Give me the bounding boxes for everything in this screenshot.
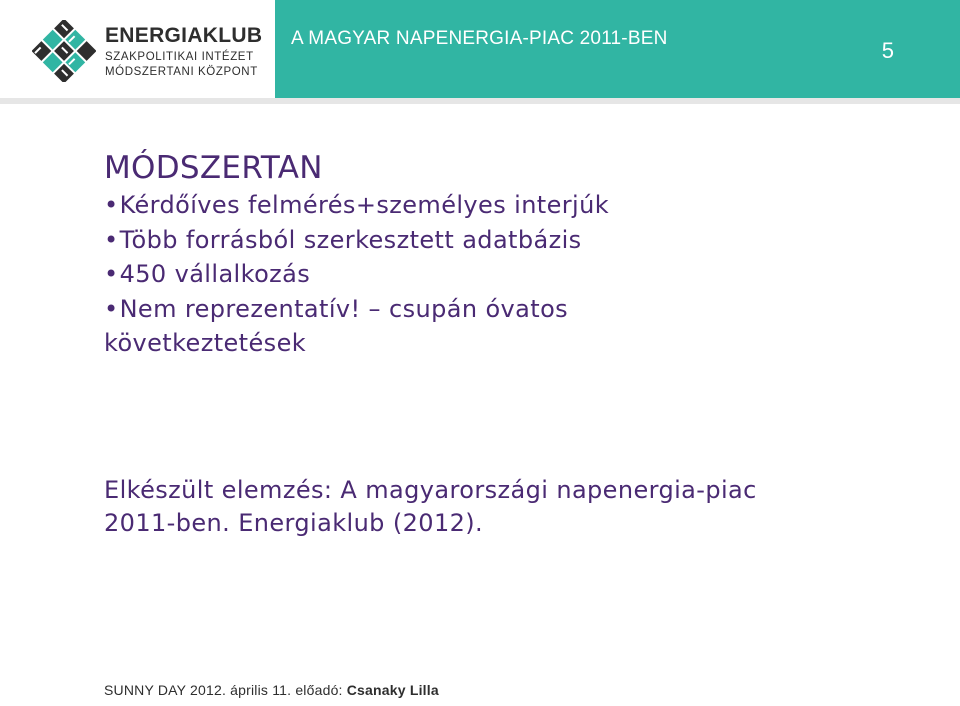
bullet-text: 450 vállalkozás (119, 260, 311, 288)
bullet-item (104, 292, 924, 361)
header-divider (0, 98, 960, 104)
citation-line2: 2011-ben. Energiaklub (2012). (104, 509, 484, 537)
slide-content (104, 148, 924, 361)
logo-title: ENERGIAKLUB (105, 24, 263, 47)
logo-subtitle-line2: MÓDSZERTANI KÖZPONT (105, 66, 258, 78)
bullet-text: Kérdőíves felmérés+személyes interjúk (119, 191, 610, 219)
header-bar (275, 0, 960, 98)
slide-heading: MÓDSZERTAN (104, 150, 323, 186)
slide-number: 5 (881, 38, 894, 63)
bullet-text: Több forrásból szerkesztett adatbázis (119, 225, 582, 254)
logo-subtitle-line1: SZAKPOLITIKAI INTÉZET (105, 51, 254, 63)
source-citation (104, 474, 864, 540)
slide-footer (104, 682, 439, 698)
bullet-continuation: következtetések (104, 329, 307, 357)
bullet-item (104, 223, 924, 258)
footer-event: SUNNY DAY 2012. április 11. előadó: (104, 682, 347, 698)
energiaklub-logo-mark-icon (32, 20, 96, 82)
presentation-title: A MAGYAR NAPENERGIA-PIAC 2011-BEN (291, 28, 668, 49)
energiaklub-logo (32, 20, 272, 82)
citation-line1: Elkészült elemzés: A magyarországi napenergia-piac (104, 476, 757, 504)
bullet-dot-icon: • (104, 225, 119, 254)
bullet-text: Nem reprezentatív! – csupán óvatos (119, 294, 569, 323)
bullet-dot-icon: • (104, 191, 119, 219)
bullet-list (104, 188, 924, 361)
bullet-dot-icon: • (104, 294, 119, 323)
bullet-dot-icon: • (104, 260, 119, 288)
bullet-item (104, 188, 924, 223)
bullet-item (104, 257, 924, 292)
footer-speaker: Csanaky Lilla (346, 682, 439, 698)
